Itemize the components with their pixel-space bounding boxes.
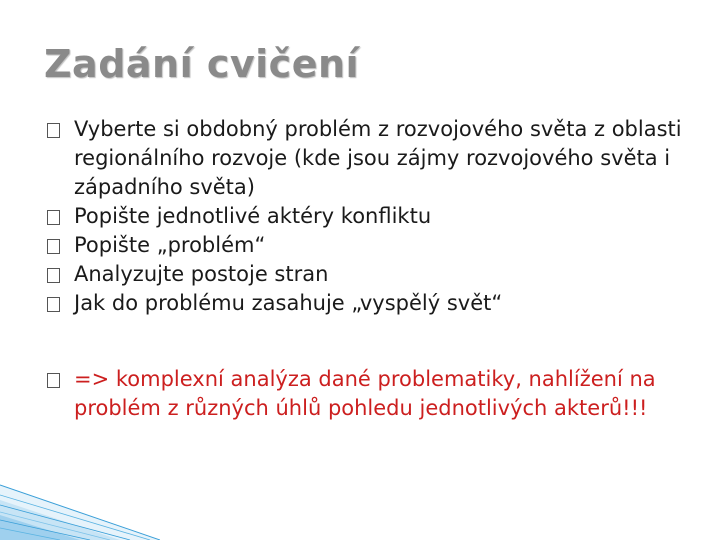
bullet-item: [44, 260, 704, 289]
corner-decoration: [0, 440, 160, 540]
bullet-text: Popište jednotlivé aktéry konfliktu: [74, 204, 432, 228]
square-bullet-icon: [47, 373, 60, 388]
conclusion-text: => komplexní analýza dané problematiky, nahlížení na problém z různých úhlů pohledu jednotlivých akterů!!!: [74, 367, 656, 420]
bullet-text: Analyzujte postoje stran: [74, 262, 329, 286]
square-bullet-icon: [47, 268, 60, 283]
slide-title: Zadání cvičení: [44, 42, 360, 86]
bullet-text: Jak do problému zasahuje „vyspělý svět“: [74, 291, 503, 315]
square-bullet-icon: [47, 210, 60, 225]
square-bullet-icon: [47, 297, 60, 312]
square-bullet-icon: [47, 123, 60, 138]
conclusion-list: [44, 365, 704, 423]
conclusion-item: [44, 365, 704, 423]
square-bullet-icon: [47, 239, 60, 254]
bullet-list: [44, 115, 704, 318]
bullet-item: [44, 289, 704, 318]
bullet-text: Vyberte si obdobný problém z rozvojového světa z oblasti regionálního rozvoje (kde jsou zájmy rozvojového světa i západního světa): [74, 117, 682, 199]
bullet-text: Popište „problém“: [74, 233, 266, 257]
bullet-item: [44, 231, 704, 260]
bullet-item: [44, 115, 704, 202]
bullet-item: [44, 202, 704, 231]
